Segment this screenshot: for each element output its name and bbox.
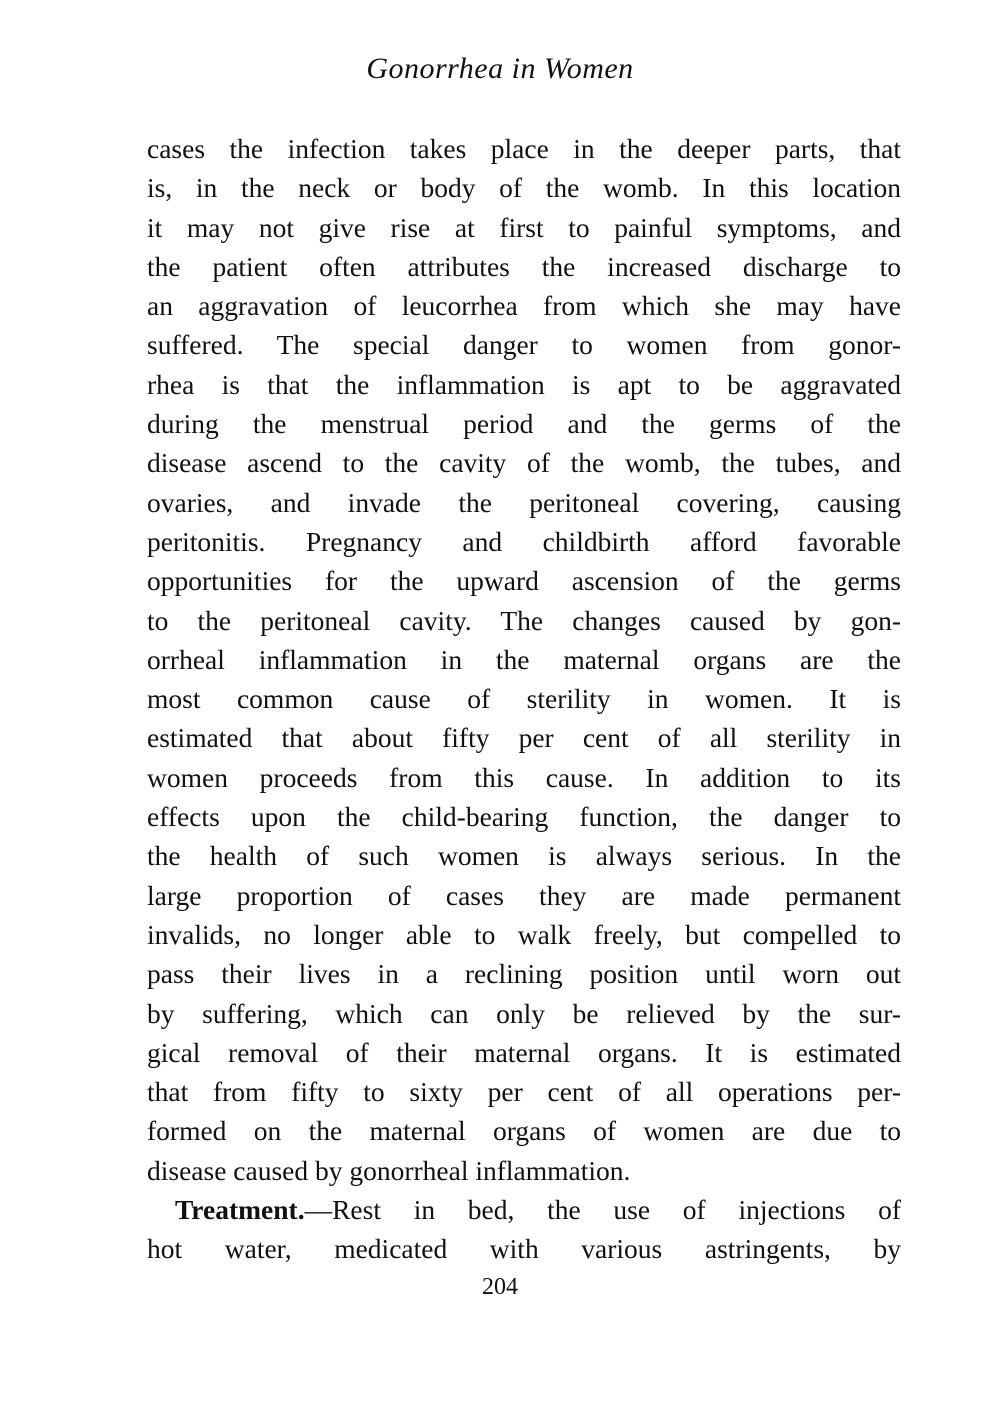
text-line: is, in the neck or body of the womb. In this location: [147, 172, 901, 204]
text-line: invalids, no longer able to walk freely, but compelled to: [147, 918, 901, 950]
text-line: opportunities for the upward ascension of the germs: [147, 565, 901, 597]
text-line: hot water, medicated with various astringents, by: [147, 1233, 901, 1265]
text-line: formed on the maternal organs of women are due to: [147, 1115, 901, 1147]
running-head: Gonorrhea in Women: [366, 52, 634, 85]
text-line: the patient often attributes the increased discharge to: [147, 250, 901, 282]
text-line: suffered. The special danger to women from gonor-: [147, 329, 901, 361]
text-line: women proceeds from this cause. In addition to its: [147, 761, 901, 793]
text-line: by suffering, which can only be relieved by the sur-: [147, 997, 901, 1029]
text-line: rhea is that the inflammation is apt to be aggravated: [147, 368, 901, 400]
text-line: large proportion of cases they are made permanent: [147, 879, 901, 911]
treatment-heading: Treatment.: [175, 1194, 305, 1226]
text-line: the health of such women is always serious. In the: [147, 840, 901, 872]
body-text: [147, 129, 901, 1269]
text-line: ovaries, and invade the peritoneal covering, causing: [147, 486, 901, 518]
text-line: disease caused by gonorrheal inflammation.: [147, 1154, 631, 1186]
text-line: that from fifty to sixty per cent of all operations per-: [147, 1076, 901, 1108]
text-line: an aggravation of leucorrhea from which she may have: [147, 290, 901, 322]
text-line: orrheal inflammation in the maternal organs are the: [147, 643, 901, 675]
text-fragment: —Rest in bed, the use of injections of: [304, 1194, 901, 1226]
text-line: gical removal of their maternal organs. It is estimated: [147, 1036, 901, 1068]
text-line: [147, 1190, 901, 1229]
text-line: to the peritoneal cavity. The changes caused by gon-: [147, 604, 901, 636]
text-line: estimated that about fifty per cent of all sterility in: [147, 722, 901, 754]
text-line: it may not give rise at first to painful symptoms, and: [147, 211, 901, 243]
text-line: pass their lives in a reclining position until worn out: [147, 958, 901, 990]
text-line: effects upon the child-bearing function, the danger to: [147, 801, 901, 833]
page-number: 204: [482, 1274, 518, 1300]
paragraph-1: [147, 129, 901, 1190]
text-line: disease ascend to the cavity of the womb, the tubes, and: [147, 447, 901, 479]
text-line: during the menstrual period and the germs of the: [147, 408, 901, 440]
text-line: peritonitis. Pregnancy and childbirth afford favorable: [147, 525, 901, 557]
paragraph-2: [147, 1190, 901, 1269]
text-line: cases the infection takes place in the deeper parts, that: [147, 133, 901, 164]
text-line: most common cause of sterility in women. It is: [147, 683, 901, 715]
